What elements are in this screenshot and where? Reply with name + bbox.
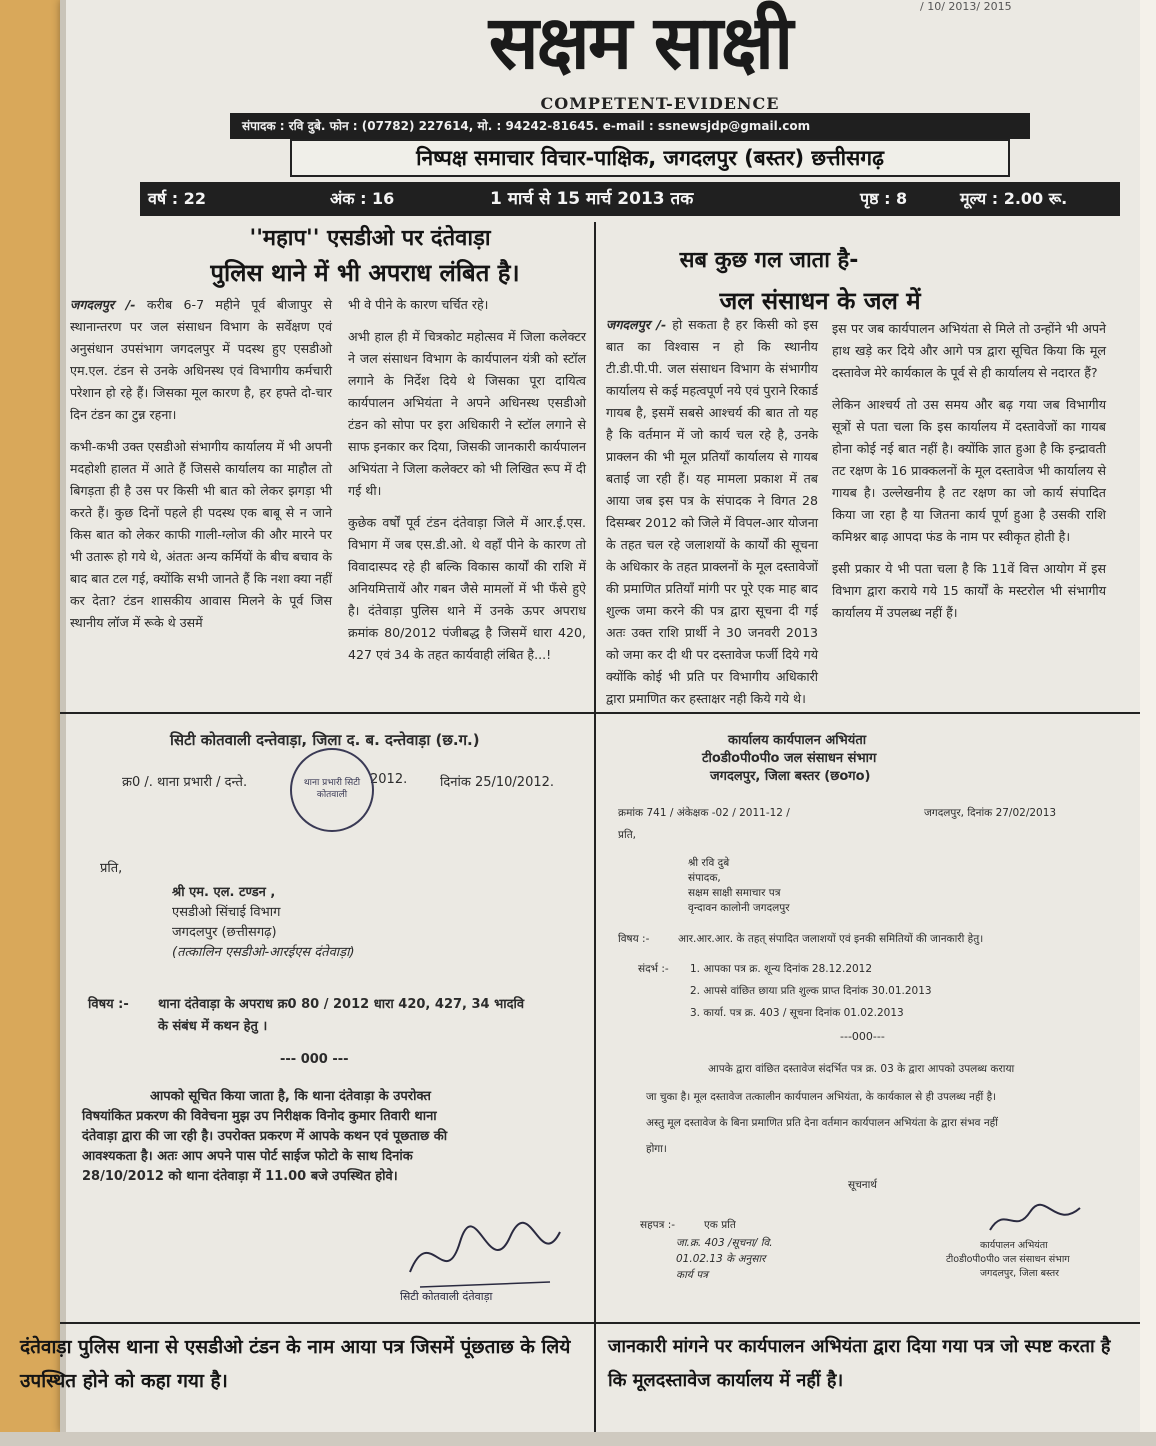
section-divider [60,712,1140,714]
letter-police-body-1: आपको सूचित किया जाता है, कि थाना दंतेवाड़ा के उपरोक्त [150,1089,431,1104]
letter-police-body-5: 28/10/2012 को थाना दंतेवाड़ा में 11.00 बजे उपस्थित होवे। [82,1169,398,1184]
letter-engineer-ref-3: 3. कार्या. पत्र क्र. 403 / सूचना दिनांक 01.02.2013 [690,1007,904,1019]
letter-engineer-encl-label: सहपत्र :- [640,1219,676,1231]
letter-police-to: प्रति, [100,861,123,876]
letter-engineer-header-3: जगदलपुर, जिला बस्तर (छoगo) [710,769,871,784]
story-right-dateline: जगदलपुर /- [606,317,667,332]
story-left-p5: कुछेक वर्षों पूर्व टंडन दंतेवाड़ा जिले में आर.ई.एस. विभाग में जब एस.डी.ओ. थे वहाँ पीने के कारण तो विवादास्पद रहे ही बल्कि विकास कार्यों की राशि में अनियमित्तायें और गबन जैसे मामलों में भी फँसे हुऐ है। दंतेवाड़ा पुलिस थाने में उनके ऊपर अपराध क्रमांक 80/2012 पंजीबद्ध है जिसमें धारा 420, 427 एवं 34 के तहत कार्यवाही लंबित है...! [348,515,586,662]
masthead-title: सक्षम साक्षी [488,0,792,86]
letter-police-subject-2: के संबंध में कथन हेतु । [158,1019,268,1034]
contact-bar: संपादक : रवि दुबे. फोन : (07782) 227614, मो. : 94242-81645. e-mail : ssnewsjdp@gmail.com [230,113,1030,139]
letter-police-ref-num: 2012. [370,772,408,787]
letter-police-body-3: दंतेवाड़ा द्वारा की जा रही है। उपरोक्त प्रकरण में आपके कथन एवं पूछताछ की [82,1129,448,1144]
story-right-p2: इस पर जब कार्यपालन अभियंता से मिले तो उन्होंने भी अपने हाथ खड़े कर दिये और आगे पत्र द्वारा सूचित किया कि मूल दस्तावेज मेरे कार्यकाल के पूर्व से ही कार्यालय से नदारत हैं? [832,321,1106,380]
letter-engineer-body-4: होगा। [646,1143,667,1155]
story-left-p2: कभी-कभी उक्त एसडीओ संभागीय कार्यालय में भी अपनी मदहोशी हालत में आते हैं जिससे कार्यालय का माहौल तो बिगड़ता ही है उस पर किसी भी बात को लेकर झगड़ा भी करते हैं। कुछ दिनों पहले ही पदस्थ एक बाबू से न जाने किस बात को लेकर काफी गाली-ग्लोज की और मारने पर भी उतारू हो गये थे, अंततः अन्य कर्मियों के बीच बचाव के बाद बात टल गई, क्योंकि सभी जानते हैं कि नशा क्या नहीं कर देता? टंडन शासकीय आवास मिलने के पूर्व जिस स्थानीय लॉज में रूके थे उसमें [70,439,332,630]
letter-engineer-sign-1: कार्यपालन अभियंता [980,1240,1048,1251]
letter-engineer-encl-1: एक प्रति [704,1219,736,1231]
letter-engineer-divider: ---000--- [840,1030,885,1043]
police-stamp [290,748,374,832]
paper-edge-right [1140,0,1156,1446]
masthead-subtitle: COMPETENT-EVIDENCE [540,94,780,113]
story-right-p1: हो सकता है हर किसी को इस बात का विश्वास न हो कि स्थानीय टी.डी.पी.पी. जल संसाधन विभाग के संभागीय कार्यालय से कई महत्वपूर्ण नये एवं पुराने रिकार्ड गायब है, इसमें सबसे आश्चर्य की बात तो यह है कि वर्तमान में जो कार्य चल रहे है, उनके प्राक्लन की भी मूल प्रतियाँ कार्यालय से गायब बताई जा रही हैं। यह मामला प्रकाश में तब आया जब इस पत्र के संपादक ने विगत 28 दिसम्बर 2012 को जिले में विपल-आर योजना के तहत चल रहे जलाशयों के कार्यों की सूचना के अधिकार के तहत प्राक्लनों के मूल दस्तावेजों की प्रमाणित प्रतियाँ मांगी पर पूरे एक माह बाद शुल्क जमा करने की पत्र द्वारा सूचना दी गई अतः उक्त राशि प्रार्थी ने 30 जनवरी 2013 को जमा कर दी थी पर दस्तावेज फर्जी दिये गये क्योंकि कोई भी प्रति पर विभागीय अधिकारी द्वारा प्रमाणित कर हस्ताक्षर नही किये गये थे। [606,317,818,706]
story-left-headline-1: ''महाप'' एसडीओ पर दंतेवाड़ा [249,226,491,251]
issue-bar [140,182,1120,216]
story-left-p1: करीब 6-7 महीने पूर्व बीजापुर से स्थानान्तरण पर जल संसाधन विभाग के सर्वेक्षण एवं अनुसंधान उपसंभाग जगदलपुर में पदस्थ हुए एसडीओ एम.एल. टंडन से उनके अधिनस्थ एवं विभागीय कर्मचारी परेशान हो रहे हैं। जिसका मूल कारण है, हर हफ्ते दो-चार दिन टंडन का टुन्न रहना। [70,297,332,422]
letter-engineer-body-1: आपके द्वारा वांछित दस्तावेज संदर्भित पत्र क्र. 03 के द्वारा आपको उपलब्ध कराया [708,1063,1015,1075]
story-left-p3: भी वे पीने के कारण चर्चित रहे। [348,297,489,312]
letter-police-date: दिनांक 25/10/2012. [440,775,555,790]
masthead-top-date: / 10/ 2013/ 2015 [920,0,1012,13]
letter-engineer-ref: क्रमांक 741 / अंकेक्षक -02 / 2011-12 / [618,807,790,819]
story-right-col-1 [606,314,818,708]
letter-engineer-addr-3: सक्षम साक्षी समाचार पत्र [688,887,781,899]
letter-police-body-2: विषयांकित प्रकरण की विवेचना मुझ उप निरीक्षक विनोद कुमार तिवारी थाना [82,1109,437,1124]
letter-engineer-ref-1: 1. आपका पत्र क्र. शून्य दिनांक 28.12.2012 [690,963,873,975]
story-left-headline-2: पुलिस थाने में भी अपराध लंबित है। [210,259,520,287]
story-left-dateline: जगदलपुर /- [70,297,136,312]
story-right-p4: इसी प्रकार ये भी पता चला है कि 11वें वित्त आयोग में इस विभाग द्वारा कराये गये 15 कार्यों के मस्टरोल भी संभागीय कार्यालय में उपलब्ध नहीं हैं। [832,561,1106,620]
police-signature [390,1212,570,1302]
letter-engineer-sign-3: जगदलपुर, जिला बस्तर [980,1268,1060,1279]
issue-price: मूल्य : 2.00 रू. [960,189,1068,208]
paper-edge-bottom [0,1432,1156,1446]
story-right-col-2 [832,318,1106,708]
caption-divider [60,1322,1140,1324]
letter-police-addr-1: श्री एम. एल. टण्डन , [172,885,276,900]
letter-police-body-4: आवश्यकता है। अतः आप अपने पास पोर्ट साईज फोटो के साथ दिनांक [82,1149,413,1164]
story-right-headline-1: सब कुछ गल जाता है- [679,248,859,273]
letter-engineer-ref-label: संदर्भ :- [638,963,669,975]
issue-year: वर्ष : 22 [148,189,206,208]
letter-engineer-header-2: टीoडीoपीoपीo जल संसाधन संभाग [702,751,877,766]
issue-number: अंक : 16 [330,189,395,208]
letter-engineer-addr-2: संपादक, [688,872,721,884]
story-left-col-1 [70,294,332,704]
letter-engineer-date: जगदलपुर, दिनांक 27/02/2013 [924,807,1057,819]
letter-engineer-encl-2: जा.क्र. 403 /सूचना/ वि. [676,1237,773,1249]
letter-police-header: सिटी कोतवाली दन्तेवाड़ा, जिला द. ब. दन्तेवाड़ा (छ.ग.) [170,731,480,749]
letter-police-ref: क्र0 /. थाना प्रभारी / दन्ते. [122,775,248,790]
caption-left [20,1330,580,1398]
letter-police-divider: --- 000 --- [280,1052,349,1067]
story-right-p3: लेकिन आश्चर्य तो उस समय और बढ़ गया जब विभागीय सूत्रों से पता चला कि इस कार्यालय में दस्तावेजों का गायब होना कोई नई बात नहीं है। क्योंकि ज्ञात हुआ है कि इन्द्रावती तट रक्षण के 16 प्राक्कलनों के मूल दस्तावेज भी कार्यालय से गायब है। उल्लेखनीय है तट रक्षण का जो कार्य संपादित किया जा रहा है या जितना कार्य पूर्ण हुआ है उसकी राशि कमिश्नर बाढ़ आपदा फंड के नाम पर स्वीकृत होती है। [832,397,1106,544]
caption-left-text: दंतेवाड़ा पुलिस थाना से एसडीओ टंडन के नाम आया पत्र जिसमें पूंछताछ के लिये उपस्थित होने को कहा गया है। [20,1336,571,1392]
letter-engineer-subject-label: विषय :- [618,933,650,945]
story-right-headline-2: जल संसाधन के जल में [719,287,921,315]
issue-pages: पृष्ठ : 8 [860,189,908,208]
letter-police-addr-3: जगदलपुर (छत्तीसगढ़) [172,925,277,940]
column-divider [594,222,596,1432]
letter-police-addr-4: (तत्कालिन एसडीओ-आरईएस दंतेवाड़ा) [172,945,355,960]
letter-engineer-ref-2: 2. आपसे वांछित छाया प्रति शुल्क प्राप्त दिनांक 30.01.2013 [690,985,932,997]
story-left-col-2 [348,294,586,708]
letter-engineer-sign-2: टीoडीoपीoपीo जल संसाधन संभाग [946,1254,1070,1265]
caption-right [608,1330,1128,1398]
police-stamp-text: थाना प्रभारी सिटी कोतवाली [303,778,361,800]
letter-engineer-info: सूचनार्थ [848,1179,878,1191]
letter-engineer-addr-4: वृन्दावन कालोनी जगदलपुर [688,902,790,914]
letter-engineer-addr-1: श्री रवि दुबे [688,857,730,869]
letter-police-addr-2: एसडीओ सिंचाई विभाग [172,905,281,920]
letter-engineer-header-1: कार्यालय कार्यपालन अभियंता [728,733,867,748]
letter-police-subject-1: थाना दंतेवाड़ा के अपराध क्र0 80 / 2012 धारा 420, 427, 34 भादवि [158,997,525,1012]
letter-engineer-body-3: अस्तु मूल दस्तावेज के बिना प्रमाणित प्रति देना वर्तमान कार्यपालन अभियंता के द्वारा संभव नहीं [646,1117,998,1129]
letter-engineer-body-2: जा चुका है। मूल दस्तावेज तत्कालीन कार्यपालन अभियंता, के कार्यकाल से ही उपलब्ध नहीं है। [646,1091,997,1103]
tagline: निष्पक्ष समाचार विचार-पाक्षिक, जगदलपुर (बस्तर) छत्तीसगढ़ [290,139,1010,177]
letter-engineer-to: प्रति, [618,829,637,841]
letter-engineer-encl-4: कार्य पत्र [676,1269,708,1281]
police-signature-text: सिटी कोतवाली दंतेवाड़ा [400,1290,493,1303]
engineer-signature [980,1200,1090,1240]
caption-right-text: जानकारी मांगने पर कार्यपालन अभियंता द्वारा दिया गया पत्र जो स्पष्ट करता है कि मूलदस्तावेज कार्यालय में नहीं है। [608,1336,1111,1391]
newspaper-page [20,0,1140,1432]
letter-police-subject-label: विषय :- [88,997,129,1012]
issue-date-range: 1 मार्च से 15 मार्च 2013 तक [490,189,694,209]
story-left-p4: अभी हाल ही में चित्रकोट महोत्सव में जिला कलेक्टर ने जल संसाधन विभाग के कार्यपालन यंत्री को स्टॉल लगाने के निर्देश दिये थे जिसका पूरा दायित्व कार्यपालन अभियंता ने अपने अधिनस्थ एसडीओ टंडन को सोपा पर इरा अधिकारी ने स्टॉल लगाने से साफ इनकार कर दिया, जिसकी जानकारी कार्यपालन अभियंता ने जिला कलेक्टर को भी लिखित रूप में दी गई थी। [348,329,586,498]
letter-engineer-subject: आर.आर.आर. के तहत् संपादित जलाशयों एवं इनकी समितियों की जानकारी हेतु। [678,933,984,945]
letter-engineer-encl-3: 01.02.13 के अनुसार [676,1253,766,1265]
page-edge-shadow [60,0,66,1432]
